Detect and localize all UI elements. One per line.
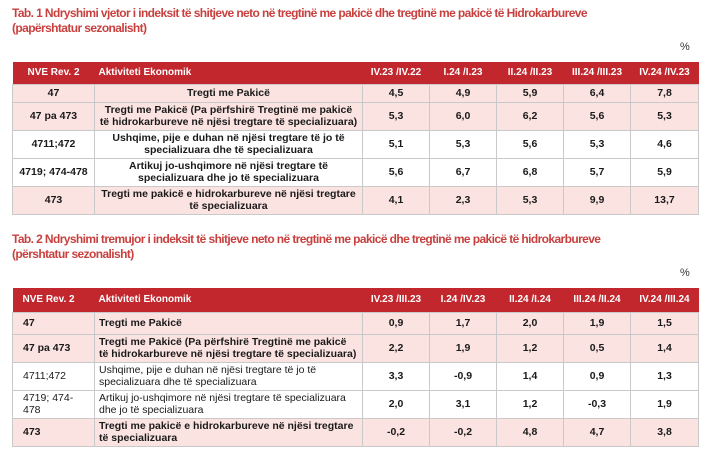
row-value: 1,9: [430, 334, 497, 362]
table-row: [13, 390, 699, 418]
row-value: 3,3: [363, 362, 430, 390]
row-value: -0,2: [363, 418, 430, 446]
table-row: [13, 334, 699, 362]
row-value: 4,5: [363, 84, 430, 102]
row-code: 4719; 474-478: [13, 390, 95, 418]
row-value: 0,5: [564, 334, 631, 362]
table-row: [13, 158, 699, 186]
table1-header-period: II.24 /II.23: [497, 62, 564, 84]
table1-header-period: IV.24 /IV.23: [631, 62, 699, 84]
row-activity: Artikuj jo-ushqimore në njësi tregtare të specializuara dhe jo të specializuara: [95, 158, 363, 186]
row-value: 4,7: [564, 418, 631, 446]
row-value: 5,3: [631, 102, 699, 130]
row-value: 1,2: [497, 390, 564, 418]
table2-header-code: NVE Rev. 2: [13, 288, 95, 312]
row-value: 2,3: [430, 186, 497, 214]
row-value: 3,1: [430, 390, 497, 418]
table-row: [13, 84, 699, 102]
table1-header-row: [13, 62, 699, 84]
row-value: 4,6: [631, 130, 699, 158]
table1-title-line2: (papërshtatur sezonalisht): [12, 21, 147, 35]
table-row: [13, 130, 699, 158]
row-value: 7,8: [631, 84, 699, 102]
row-activity: Ushqime, pije e duhan në njësi tregtare të jo të specializuara dhe të specializuara: [95, 362, 363, 390]
table2: [12, 288, 699, 447]
table-row: [13, 312, 699, 334]
row-value: 4,9: [430, 84, 497, 102]
table2-header-period: II.24 /I.24: [497, 288, 564, 312]
row-value: 6,0: [430, 102, 497, 130]
row-value: 1,2: [497, 334, 564, 362]
row-value: 5,9: [631, 158, 699, 186]
row-value: 6,8: [497, 158, 564, 186]
row-value: 1,9: [564, 312, 631, 334]
table-row: [13, 362, 699, 390]
table1-header-period: I.24 /I.23: [430, 62, 497, 84]
row-value: 5,6: [497, 130, 564, 158]
row-value: -0,9: [430, 362, 497, 390]
row-value: 2,2: [363, 334, 430, 362]
row-value: 9,9: [564, 186, 631, 214]
row-value: 0,9: [564, 362, 631, 390]
row-activity: Tregti me pakicë e hidrokarbureve në njësi tregtare të specializuara: [95, 418, 363, 446]
row-value: 3,8: [631, 418, 699, 446]
row-value: 4,8: [497, 418, 564, 446]
table2-unit: %: [680, 267, 690, 279]
row-code: 473: [13, 186, 95, 214]
table1-title: [12, 6, 587, 36]
row-activity: Tregti me Pakicë (Pa përfshirë Tregtinë me pakicë të hidrokarbureve në njësi tregtare të specializuara): [95, 334, 363, 362]
row-code: 4711;472: [13, 130, 95, 158]
row-activity: Tregti me Pakicë (Pa përfshirë Tregtinë me pakicë të hidrokarbureve në njësi tregtare të specializuara): [95, 102, 363, 130]
row-value: 5,3: [497, 186, 564, 214]
table1-header-period: III.24 /III.23: [564, 62, 631, 84]
table2-header-period: IV.24 /III.24: [631, 288, 699, 312]
row-value: 13,7: [631, 186, 699, 214]
table1-title-line1: Tab. 1 Ndryshimi vjetor i indeksit të shitjeve neto në tregtinë me pakicë dhe tregtinë me pakicë të Hidrokarbureve: [12, 6, 587, 20]
row-value: 1,7: [430, 312, 497, 334]
row-value: 1,5: [631, 312, 699, 334]
table2-title: [12, 232, 600, 262]
row-value: 5,9: [497, 84, 564, 102]
row-code: 4711;472: [13, 362, 95, 390]
row-activity: Tregti me pakicë e hidrokarbureve në njësi tregtare të specializuara: [95, 186, 363, 214]
row-value: 5,7: [564, 158, 631, 186]
row-value: 5,1: [363, 130, 430, 158]
table2-header-period: III.24 /II.24: [564, 288, 631, 312]
table1-unit: %: [680, 41, 690, 53]
row-code: 4719; 474-478: [13, 158, 95, 186]
row-value: 0,9: [363, 312, 430, 334]
table-row: [13, 186, 699, 214]
table-row: [13, 102, 699, 130]
row-value: 1,3: [631, 362, 699, 390]
row-activity: Tregti me Pakicë: [95, 312, 363, 334]
table2-header-period: I.24 /IV.23: [430, 288, 497, 312]
row-value: 6,7: [430, 158, 497, 186]
table2-title-line2: (përshtatur sezonalisht): [12, 247, 134, 261]
row-code: 47: [13, 84, 95, 102]
row-activity: Tregti me Pakicë: [95, 84, 363, 102]
row-code: 47 pa 473: [13, 102, 95, 130]
row-activity: Ushqime, pije e duhan në njësi tregtare të jo të specializuara dhe të specializuara: [95, 130, 363, 158]
row-value: -0,2: [430, 418, 497, 446]
row-value: 5,3: [564, 130, 631, 158]
table-row: [13, 418, 699, 446]
row-value: 5,6: [363, 158, 430, 186]
row-activity: Artikuj jo-ushqimore në njësi tregtare të specializuara dhe jo të specializuara: [95, 390, 363, 418]
row-value: 1,9: [631, 390, 699, 418]
table1-header-period: IV.23 /IV.22: [363, 62, 430, 84]
row-value: 5,3: [430, 130, 497, 158]
row-value: 6,4: [564, 84, 631, 102]
table2-header-period: IV.23 /III.23: [363, 288, 430, 312]
row-value: -0,3: [564, 390, 631, 418]
table2-header-row: [13, 288, 699, 312]
row-code: 473: [13, 418, 95, 446]
table1-header-activity: Aktiviteti Ekonomik: [95, 62, 363, 84]
row-value: 4,1: [363, 186, 430, 214]
table2-title-line1: Tab. 2 Ndryshimi tremujor i indeksit të shitjeve neto në tregtinë me pakicë dhe tregtinë me pakicë të hidrokarbureve: [12, 232, 601, 246]
table1: [12, 62, 699, 215]
row-value: 5,6: [564, 102, 631, 130]
row-value: 1,4: [631, 334, 699, 362]
row-code: 47: [13, 312, 95, 334]
row-value: 1,4: [497, 362, 564, 390]
row-code: 47 pa 473: [13, 334, 95, 362]
row-value: 2,0: [497, 312, 564, 334]
table2-header-activity: Aktiviteti Ekonomik: [95, 288, 363, 312]
row-value: 5,3: [363, 102, 430, 130]
row-value: 2,0: [363, 390, 430, 418]
row-value: 6,2: [497, 102, 564, 130]
table1-header-code: NVE Rev. 2: [13, 62, 95, 84]
